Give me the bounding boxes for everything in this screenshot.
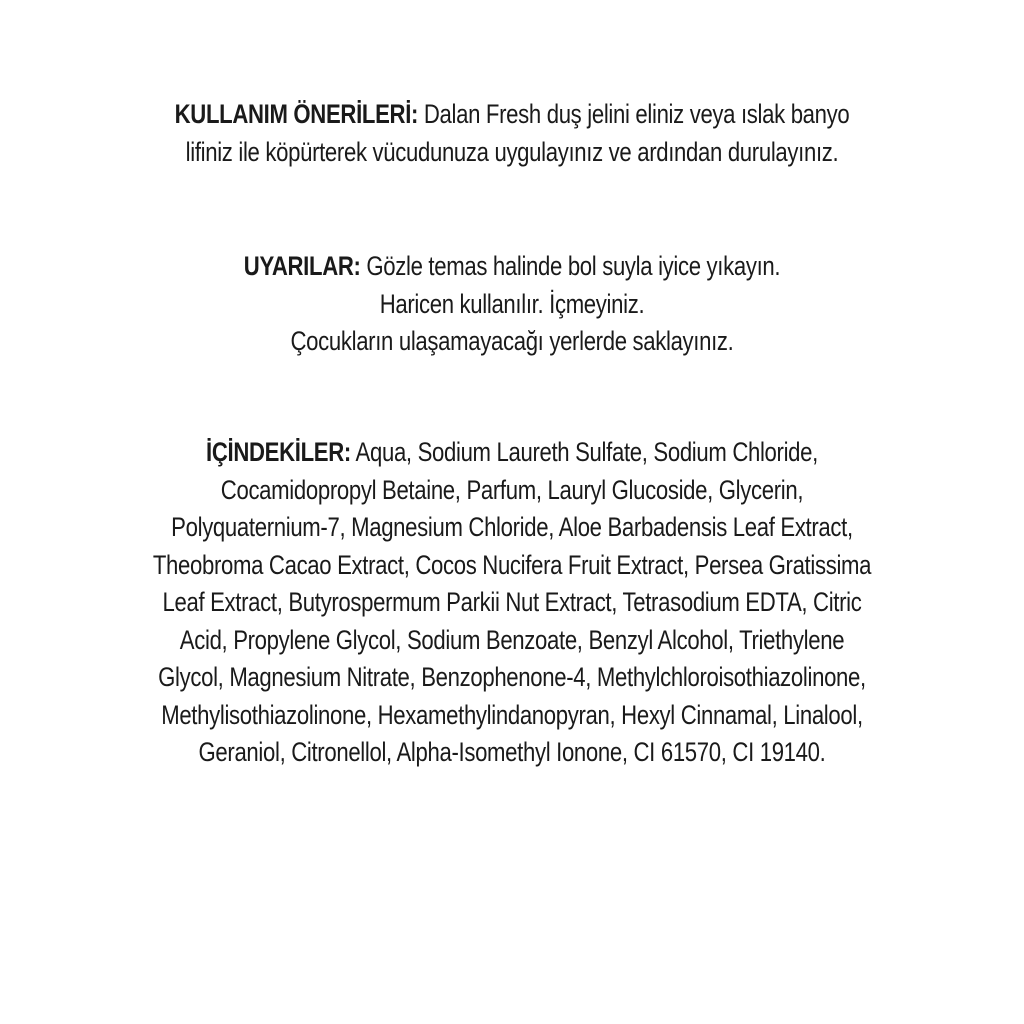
usage-line	[125, 96, 899, 134]
ingredients-text-line-2: Cocamidopropyl Betaine, Parfum, Lauryl Glucoside, Glycerin,	[220, 474, 804, 505]
usage-text-line-1: Dalan Fresh duş jelini eliniz veya ıslak banyo	[423, 99, 850, 129]
ingredients-text-line-8: Methylisothiazolinone, Hexamethylindanopyran, Hexyl Cinnamal, Linalool,	[161, 699, 863, 730]
ingredients-section	[125, 434, 899, 772]
ingredients-text-line-4: Theobroma Cacao Extract, Cocos Nucifera Fruit Extract, Persea Gratissima	[152, 549, 872, 580]
ingredients-text-line-7: Glycol, Magnesium Nitrate, Benzophenone-4, Methylchloroisothiazolinone,	[158, 662, 866, 692]
ingredients-text-line-3: Polyquaternium-7, Magnesium Chloride, Aloe Barbadensis Leaf Extract,	[171, 512, 853, 542]
ingredients-text-line-6: Acid, Propylene Glycol, Sodium Benzoate, Benzyl Alcohol, Triethylene	[179, 624, 845, 655]
warnings-label: UYARILAR:	[243, 251, 361, 281]
usage-text-line-2: lifiniz ile köpürterek vücudunuza uygulayınız ve ardından durulayınız.	[185, 136, 839, 167]
ingredients-line	[125, 434, 899, 472]
warnings-text-line-1: Gözle temas halinde bol suyla iyice yıkayın.	[366, 251, 781, 281]
usage-section	[125, 96, 899, 171]
usage-label: KULLANIM ÖNERİLERİ:	[174, 99, 419, 129]
warnings-text-line-3: Çocukların ulaşamayacağı yerlerde saklayınız.	[290, 326, 734, 356]
ingredients-text-line-1: Aqua, Sodium Laureth Sulfate, Sodium Chloride,	[355, 437, 818, 467]
warnings-text-line-2: Haricen kullanılır. İçmeyiniz.	[379, 288, 645, 319]
warnings-section	[125, 248, 899, 361]
ingredients-label: İÇİNDEKİLER:	[206, 437, 351, 467]
product-label-page	[40, 0, 984, 1024]
warnings-line	[125, 248, 899, 286]
ingredients-text-line-9: Geraniol, Citronellol, Alpha-Isomethyl Ionone, CI 61570, CI 19140.	[198, 737, 826, 767]
ingredients-text-line-5: Leaf Extract, Butyrospermum Parkii Nut Extract, Tetrasodium EDTA, Citric	[162, 587, 862, 617]
